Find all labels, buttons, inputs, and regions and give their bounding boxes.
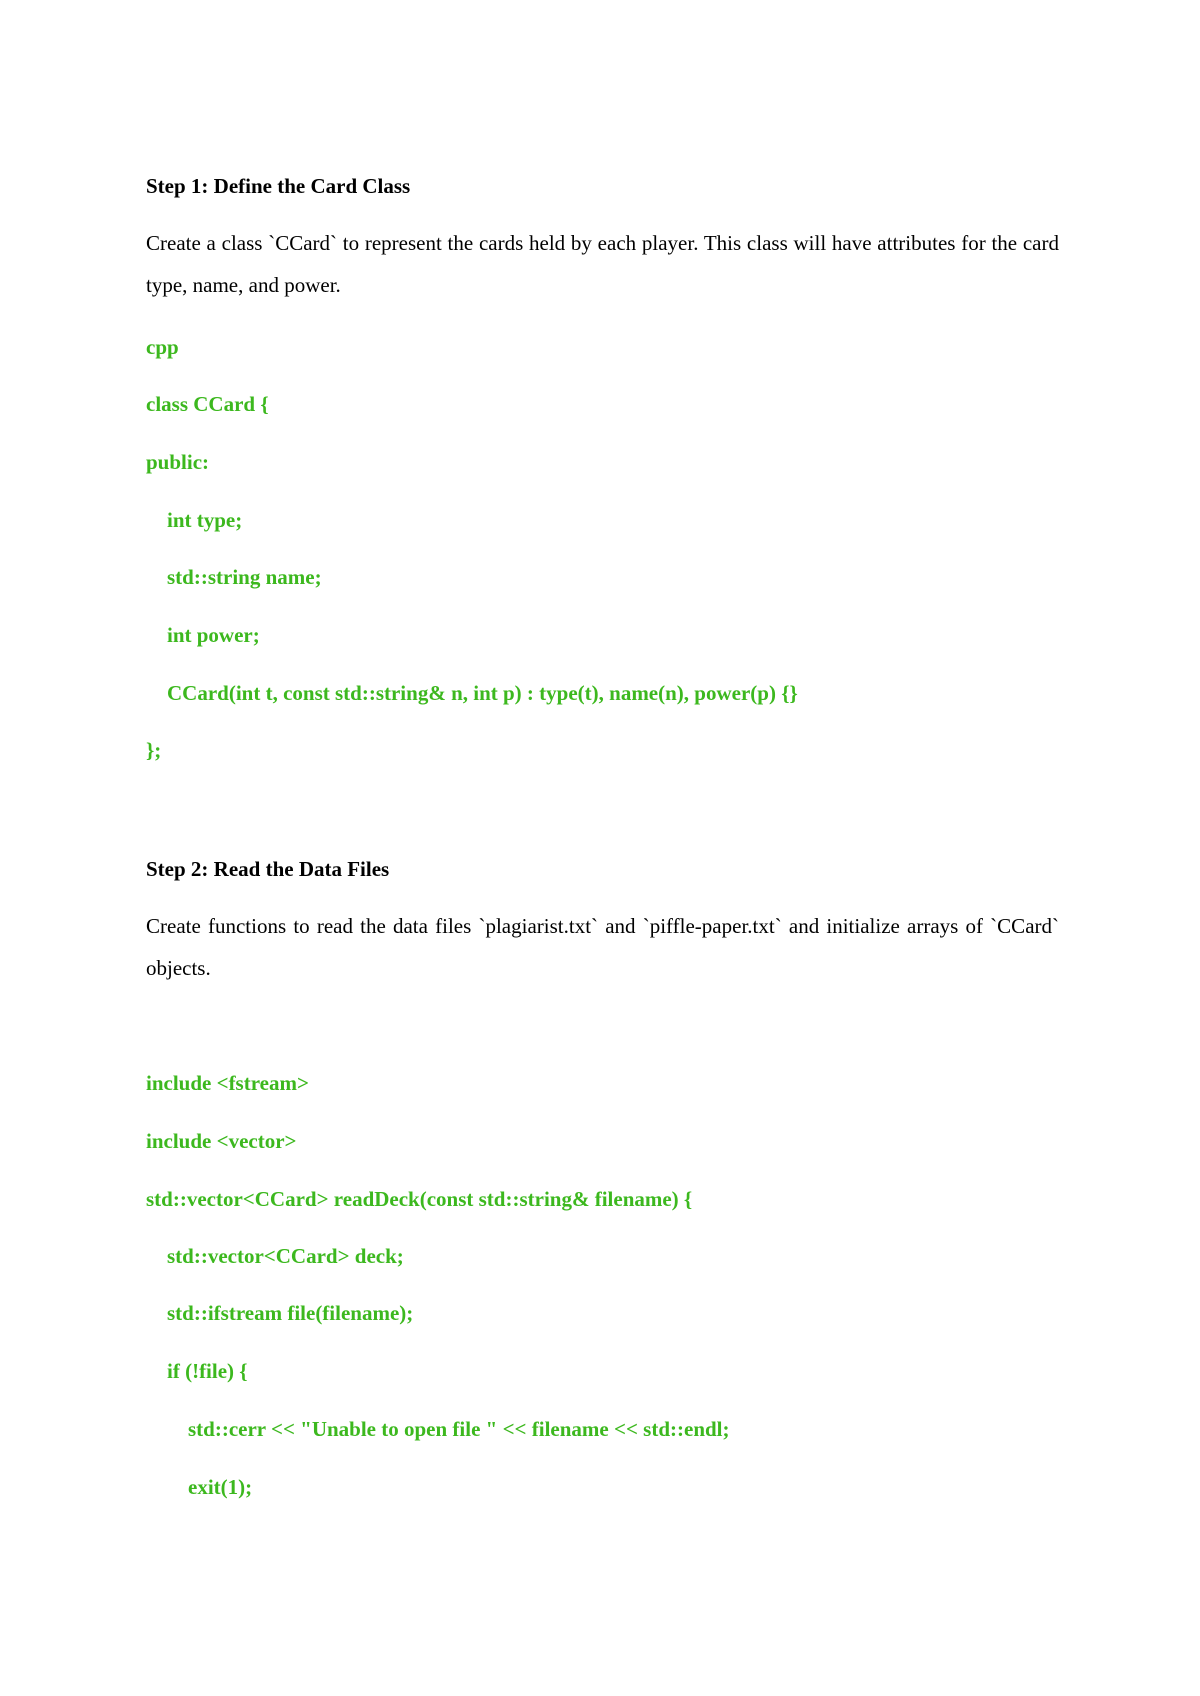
code-line: }; <box>146 738 162 762</box>
code-line: std::string name; <box>146 565 322 589</box>
step2-heading: Step 2: Read the Data Files <box>146 857 390 881</box>
code-line: exit(1); <box>146 1475 253 1499</box>
code-line: cpp <box>146 335 179 359</box>
code-line: class CCard { <box>146 392 269 416</box>
step1-description: Create a class `CCard` to represent the cards held by each player. This class will have attributes for the card type, name, and power. <box>146 231 1059 297</box>
code-line: int power; <box>146 623 260 647</box>
code-line: std::vector<CCard> readDeck(const std::string& filename) { <box>146 1187 693 1211</box>
code-line: include <fstream> <box>146 1071 309 1095</box>
code-line: std::cerr << "Unable to open file " << filename << std::endl; <box>146 1417 730 1441</box>
step1-heading: Step 1: Define the Card Class <box>146 174 411 198</box>
code-line: std::vector<CCard> deck; <box>146 1244 404 1268</box>
code-line: include <vector> <box>146 1129 297 1153</box>
step2-description: Create functions to read the data files `plagiarist.txt` and `piffle-paper.txt` and initialize arrays of `CCard` objects. <box>146 914 1059 980</box>
code-line: std::ifstream file(filename); <box>146 1301 414 1325</box>
code-line: CCard(int t, const std::string& n, int p) : type(t), name(n), power(p) {} <box>146 681 798 705</box>
code-line: if (!file) { <box>146 1359 248 1383</box>
code-line: public: <box>146 450 210 474</box>
code-line: int type; <box>146 508 243 532</box>
